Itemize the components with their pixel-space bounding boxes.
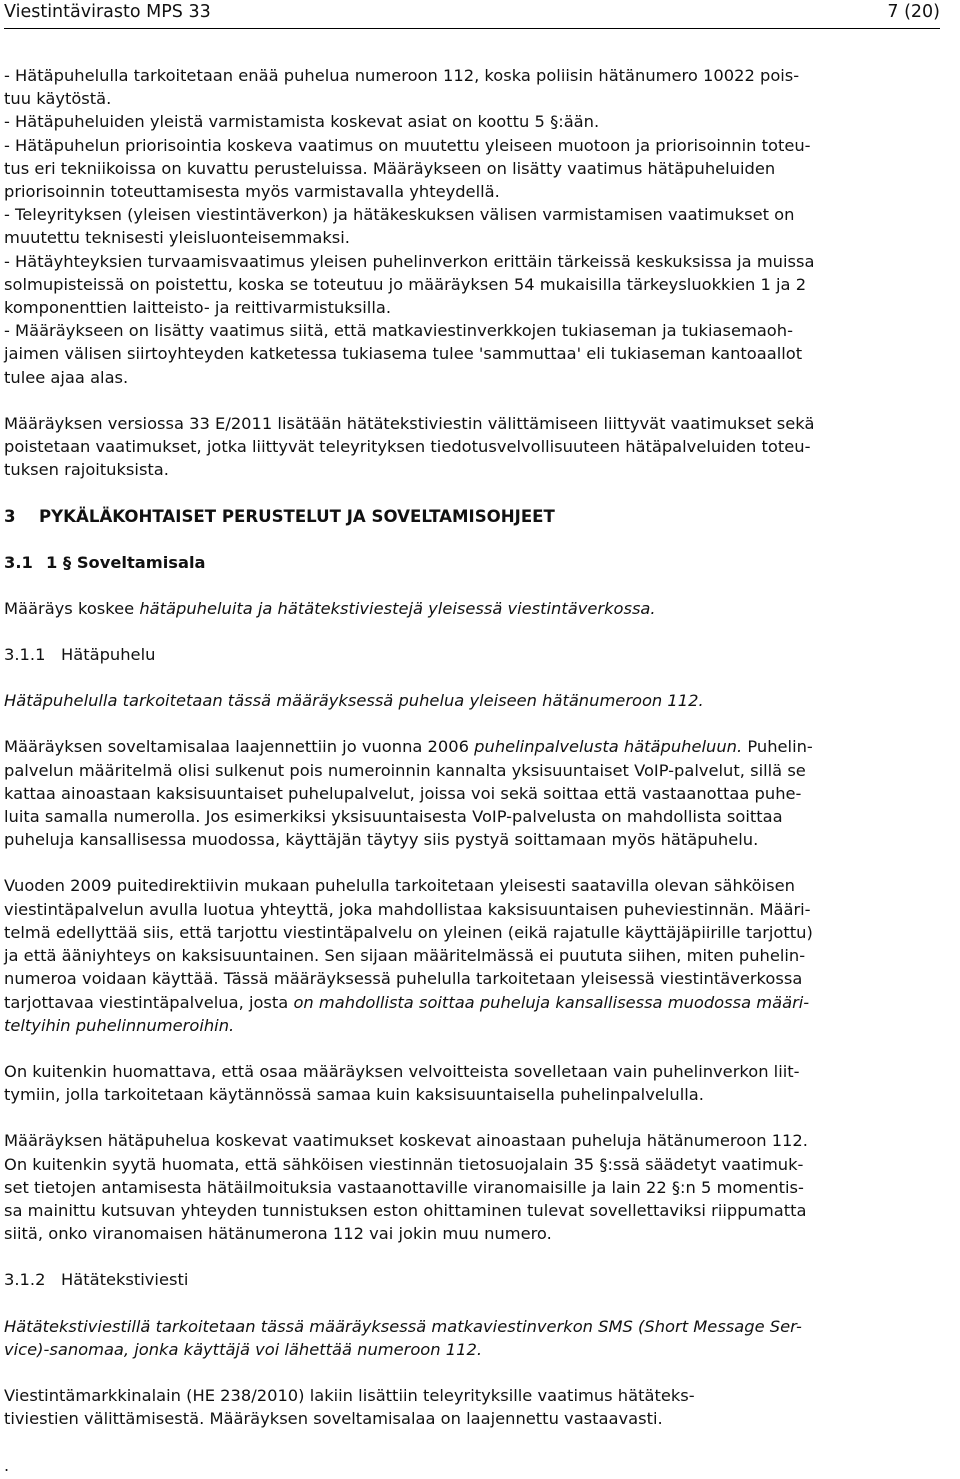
call-definition: Hätäpuhelulla tarkoitetaan tässä määräyksessä puhelua yleiseen hätänumeroon 112. xyxy=(4,691,704,711)
version-paragraph: Määräyksen versiossa 33 E/2011 lisätään hätätekstiviestin välittämiseen liittyvät vaatimukset sekä poistetaan vaatimukset, jotka liittyvät teleyrityksen tiedotusvelvollisuuteen hätäpalveluiden toteu- tuksen rajoituksista. xyxy=(4,413,815,480)
section-number: 3.1.1 xyxy=(4,645,46,665)
number-112-paragraph: Määräyksen hätäpuhelua koskevat vaatimukset koskevat ainoastaan puheluja hätänumeroon 112. On kuitenkin syytä huomata, että sähköisen viestinnän tietosuojalain 35 §:ssä säädetyt vaatimuk- set tietojen antamisesta hätäilmoituksia vastaanottaville viranomaisille ja lain 22 §:n 5 momentis- sa mainittu kutsuvan yhteyden tunnistuksen eston ohittaminen tulevat sovellettaviksi riippumatta siitä, onko viranomaisen hätänumerona 112 vai jokin muu numero. xyxy=(4,1131,808,1244)
section-number: 3.1.2 xyxy=(4,1270,46,1290)
paragraph-text: Määräyksen soveltamisalaa laajennettiin jo vuonna 2006 xyxy=(4,737,475,757)
page-number: 7 (20) xyxy=(887,2,940,22)
section-heading-3 xyxy=(4,505,956,528)
bullet-item: - Hätäpuhelulla tarkoitetaan enää puhelua numeroon 112, koska poliisin hätänumero 10022 pois- tuu käytöstä. xyxy=(4,66,800,109)
bullet-item: - Teleyrityksen (yleisen viestintäverkon) ja hätäkeskuksen välisen varmistamisen vaatimukset on muutettu teknisesti yleisluonteisemmaksi. xyxy=(4,205,795,248)
section-title: Hätäpuhelu xyxy=(61,645,156,665)
footer-dot: . xyxy=(4,1456,10,1475)
paragraph-italic-text: puhelinpalvelusta hätäpuheluun. xyxy=(474,737,743,757)
document-body xyxy=(4,64,956,1430)
note-paragraph: On kuitenkin huomattava, että osaa määräyksen velvoitteista sovelletaan vain puhelinverkon liit- tymiin, jolla tarkoitetaan käytännössä samaa kuin kaksisuuntaisella puhelinpalvelulla. xyxy=(4,1061,800,1105)
section-title: 1 § Soveltamisala xyxy=(46,552,206,572)
scope-text: Määräys koskee xyxy=(4,598,140,618)
section-number: 3 xyxy=(4,507,16,527)
document-title: Viestintävirasto MPS 33 xyxy=(4,2,211,22)
section-number: 3.1 xyxy=(4,552,33,572)
scope-italic-text: hätäpuheluita ja hätätekstiviestejä yleisessä viestintäverkossa. xyxy=(139,598,656,618)
directive-2009-paragraph xyxy=(4,874,956,1036)
section-heading-3-1 xyxy=(4,551,956,574)
paragraph-text: Puhelin- palvelun määritelmä olisi sulkenut pois numeroinnin kannalta yksisuuntaiset VoIP-palvelut, sillä se kattaa ainoastaan kaksisuuntaiset puhelupalvelut, joissa voi sekä soittaa että vastaanottaa puhe- luita samalla numerolla. Jos esimerkiksi yksisuuntaisesta VoIP-palvelusta on mahdollista soittaa puheluja kansallisessa muodossa, käyttäjän täytyy siis pystyä soittamaan myös hätäpuhelu. xyxy=(4,737,813,850)
scope-paragraph xyxy=(4,597,956,620)
paragraph-italic-text: on mahdollista soittaa puheluja kansallisessa muodossa määri- teltyihin puhelinnumeroihin. xyxy=(4,992,810,1035)
bullet-item: - Hätäpuheluiden yleistä varmistamista koskevat asiat on koottu 5 §:ään. xyxy=(4,112,600,132)
scope-2006-paragraph xyxy=(4,735,956,851)
section-title: Hätätekstiviesti xyxy=(61,1270,189,1290)
header-rule xyxy=(4,28,940,29)
bullet-item: - Määräykseen on lisätty vaatimus siitä, että matkaviestinverkkojen tukiaseman ja tukiasemaoh- jaimen välisen siirtoyhteyden katketessa tukiasema tulee 'sammuttaa' eli tukiaseman kantoaallot tulee ajaa alas. xyxy=(4,321,803,387)
bullet-item: - Hätäyhteyksien turvaamisvaatimus yleisen puhelinverkon erittäin tärkeissä keskuksissa ja muissa solmupisteissä on poistettu, koska se toteutuu jo määräyksen 54 mukaisilla tärkeysluokkien 1 ja 2 komponenttien laitteisto- ja reittivarmistuksilla. xyxy=(4,251,815,318)
section-heading-3-1-1 xyxy=(4,643,956,666)
section-heading-3-1-2 xyxy=(4,1268,956,1291)
legislation-paragraph: Viestintämarkkinalain (HE 238/2010) lakiin lisättiin teleyrityksille vaatimus hätäteks- tiviestien välittämisestä. Määräyksen soveltamisalaa on laajennettu vastaavasti. xyxy=(4,1385,695,1429)
page-header xyxy=(4,0,940,26)
paragraph-text: Vuoden 2009 puitedirektiivin mukaan puhelulla tarkoitetaan yleisesti saatavilla olevan sähköisen viestintäpalvelun avulla luotua yhteyttä, joka mahdollistaa kaksisuuntaisen puheviestinnän. Määri- telmä edellyttää siis, että tarjottu viestintäpalvelu on yleinen (eikä rajatulle käyttäjäpiirille tarjottu) ja että ääniyhteys on kaksisuuntainen. Sen sijaan määritelmässä ei puututa siihen, miten puhelin- numeroa voidaan käyttää. Tässä määräyksessä puhelulla tarkoitetaan yleisessä viestintäverkossa tarjottavaa viestintäpalvelua, josta xyxy=(4,876,813,1012)
bullet-item: - Hätäpuhelun priorisointia koskeva vaatimus on muutettu yleiseen muotoon ja priorisoinnin toteu- tus eri tekniikoissa on kuvattu perusteluissa. Määräykseen on lisätty vaatimus hätäpuheluiden priorisoinnin toteuttamisesta myös varmistavalla yhteydellä. xyxy=(4,135,811,202)
sms-definition: Hätätekstiviestillä tarkoitetaan tässä määräyksessä matkaviestinverkon SMS (Short Message Ser- vice)-sanomaa, jonka käyttäjä voi lähettää numeroon 112. xyxy=(4,1316,802,1359)
section-title: PYKÄLÄKOHTAISET PERUSTELUT JA SOVELTAMISOHJEET xyxy=(39,507,555,527)
